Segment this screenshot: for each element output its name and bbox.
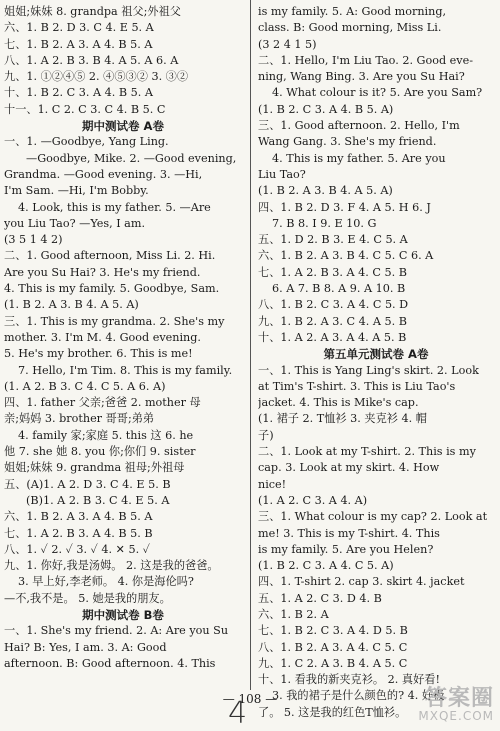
answer-line: 八、1. B 2. A 3. A 4. C 5. C [258, 640, 408, 654]
answer-line: 了。 5. 这是我的红色T恤衫。 [258, 705, 407, 719]
answer-line: is my family. 5. Are you Helen? [258, 542, 434, 556]
answer-line: afternoon. B: Good afternoon. 4. This [4, 656, 216, 670]
answer-line: 一、1. —Goodbye, Yang Ling. [4, 135, 169, 149]
watermark-logo [418, 687, 494, 723]
answer-line: Wang Gang. 3. She's my friend. [258, 135, 437, 149]
answer-line: 姐姐;妹妹 9. grandma 祖母;外祖母 [4, 461, 185, 475]
watermark-line2: MXQE.COM [418, 709, 494, 724]
answer-line: 三、1. Good afternoon. 2. Hello, I'm [258, 119, 460, 133]
answer-line: you Liu Tao? —Yes, I am. [4, 216, 146, 230]
answer-line: 二、1. Hello, I'm Liu Tao. 2. Good eve- [258, 53, 474, 67]
answer-line: 十、1. 看我的新夹克衫。 2. 真好看! [258, 673, 440, 687]
answer-line: ning, Wang Bing. 3. Are you Su Hai? [258, 70, 465, 84]
answer-line: 十、1. A 2. A 3. A 4. A 5. B [258, 330, 407, 344]
answer-line: Grandma. —Good evening. 3. —Hi, [4, 167, 203, 181]
column-divider [250, 0, 251, 690]
answer-line: 二、1. Look at my T-shirt. 2. This is my [258, 445, 476, 459]
answer-line: 他 7. she 她 8. you 你;你们 9. sister [4, 445, 196, 459]
answer-line: (B)1. A 2. B 3. C 4. E 5. A [26, 493, 170, 507]
answer-line: 四、1. T-shirt 2. cap 3. skirt 4. jacket [258, 575, 465, 589]
answer-line: at Tim's T-shirt. 3. This is Liu Tao's [258, 379, 456, 393]
answer-line: —不,我不是。 5. 她是我的朋友。 [4, 591, 171, 605]
section-heading: 期中测试卷 B卷 [82, 607, 164, 622]
answer-line: 九、1. ①②④⑤ 2. ④⑤③② 3. ③② [4, 70, 189, 84]
answer-line: mother. 3. I'm M. 4. Good evening. [4, 330, 201, 344]
answer-line: (1. A 2. C 3. A 4. A) [258, 493, 368, 507]
answer-line: 姐姐;妹妹 8. grandpa 祖父;外祖父 [4, 5, 181, 18]
answer-line: Are you Su Hai? 3. He's my friend. [4, 265, 201, 279]
answer-line: 4. What colour is it? 5. Are you Sam? [272, 86, 483, 100]
left-column [4, 4, 242, 672]
right-column [258, 4, 494, 724]
answer-line: 二、1. Good afternoon, Miss Li. 2. Hi. [4, 249, 216, 263]
answer-line: 四、1. father 父亲;爸爸 2. mother 母 [4, 396, 201, 410]
answer-line: 3. 早上好,李老师。 4. 你是海伦吗? [18, 575, 194, 589]
answer-line: me! 3. This is my T-shirt. 4. This [258, 526, 440, 540]
answer-line: 八、1. A 2. B 3. B 4. A 5. A 6. A [4, 53, 179, 67]
answer-line: (1. B 2. C 3. A 4. C 5. A) [258, 559, 394, 573]
answer-line: (3 2 4 1 5) [258, 37, 317, 51]
answer-line: (1. B 2. A 3. B 4. A 5. A) [258, 184, 393, 198]
answer-line: 三、1. This is my grandma. 2. She's my [4, 314, 225, 328]
page-number: — 108 — [222, 692, 278, 706]
answer-line: 七、1. B 2. C 3. A 4. D 5. B [258, 624, 408, 638]
answer-line: 九、1. 你好,我是汤姆。 2. 这是我的爸爸。 [4, 559, 219, 573]
answer-line: 七、1. A 2. B 3. A 4. B 5. B [4, 526, 153, 540]
answer-line: 十、1. B 2. C 3. A 4. B 5. A [4, 86, 153, 100]
answer-line: is my family. 5. A: Good morning, [258, 5, 447, 18]
answer-line: 子) [258, 428, 274, 442]
answer-line: 一、1. She's my friend. 2. A: Are you Su [4, 624, 229, 638]
answer-line: class. B: Good morning, Miss Li. [258, 21, 442, 35]
answer-line: (1. B 2. C 3. A 4. B 5. A) [258, 102, 394, 116]
answer-line: jacket. 4. This is Mike's cap. [258, 396, 419, 410]
answer-line: (1. A 2. B 3. C 4. C 5. A 6. A) [4, 379, 166, 393]
answer-line: 五、(A)1. A 2. D 3. C 4. E 5. B [4, 477, 171, 491]
answer-line: 七、1. A 2. B 3. A 4. C 5. B [258, 265, 407, 279]
answer-line: 7. B 8. I 9. E 10. G [272, 216, 377, 230]
answer-line: 4. This is my family. 5. Goodbye, Sam. [4, 282, 220, 296]
answer-line: 三、1. What colour is my cap? 2. Look at [258, 510, 488, 524]
answer-line: 亲;妈妈 3. brother 哥哥;弟弟 [4, 412, 155, 426]
answer-line: 5. He's my brother. 6. This is me! [4, 347, 193, 361]
answer-line: 4. family 家;家庭 5. this 这 6. he [18, 428, 194, 442]
answer-line: 六、1. B 2. D 3. C 4. E 5. A [4, 21, 154, 35]
section-heading: 第五单元测试卷 A卷 [323, 347, 429, 362]
answer-line: 7. Hello, I'm Tim. 8. This is my family. [18, 363, 233, 377]
answer-line: Liu Tao? [258, 167, 306, 181]
answer-line: 五、1. A 2. C 3. D 4. B [258, 591, 382, 605]
answer-line: (1. B 2. A 3. B 4. A 5. A) [4, 298, 139, 312]
answer-line: 六、1. B 2. A 3. A 4. B 5. A [4, 510, 153, 524]
answer-line: 八、1. B 2. C 3. A 4. C 5. D [258, 298, 409, 312]
answer-line: (3 5 1 4 2) [4, 233, 63, 247]
answer-line: 六、1. B 2. A [258, 607, 329, 621]
answer-line: 3. 我的裙子是什么颜色的? 4. 好极 [272, 689, 445, 703]
answer-line: —Goodbye, Mike. 2. —Good evening, [26, 151, 237, 165]
handwritten-mark: 4 [228, 696, 248, 731]
answer-line: 九、1. B 2. A 3. C 4. A 5. B [258, 314, 407, 328]
answer-line: 五、1. D 2. B 3. E 4. C 5. A [258, 233, 408, 247]
answer-line: (1. 裙子 2. T恤衫 3. 夹克衫 4. 帽 [258, 412, 427, 426]
answer-line: nice! [258, 477, 287, 491]
answer-line: 4. Look, this is my father. 5. —Are [18, 200, 211, 214]
answer-line: 六、1. B 2. A 3. B 4. C 5. C 6. A [258, 249, 434, 263]
watermark-line1: 答案圈 [424, 686, 494, 712]
answer-line: 十一、1. C 2. C 3. C 4. B 5. C [4, 102, 166, 116]
answer-line: 八、1. ✓ 2. ✓ 3. ✓ 4. ✕ 5. ✓ [4, 542, 150, 556]
answer-line: Hai? B: Yes, I am. 3. A: Good [4, 640, 167, 654]
answer-line: 4. This is my father. 5. Are you [272, 151, 446, 165]
answer-line: 一、1. This is Yang Ling's skirt. 2. Look [258, 363, 479, 377]
section-heading: 期中测试卷 A卷 [82, 119, 164, 134]
answer-line: 九、1. C 2. A 3. B 4. A 5. C [258, 656, 408, 670]
answer-line: 四、1. B 2. D 3. F 4. A 5. H 6. J [258, 200, 431, 214]
answer-line: 6. A 7. B 8. A 9. A 10. B [272, 282, 406, 296]
answer-line: cap. 3. Look at my skirt. 4. How [258, 461, 440, 475]
answer-line: 七、1. B 2. A 3. A 4. B 5. A [4, 37, 153, 51]
answer-line: I'm Sam. —Hi, I'm Bobby. [4, 184, 149, 198]
